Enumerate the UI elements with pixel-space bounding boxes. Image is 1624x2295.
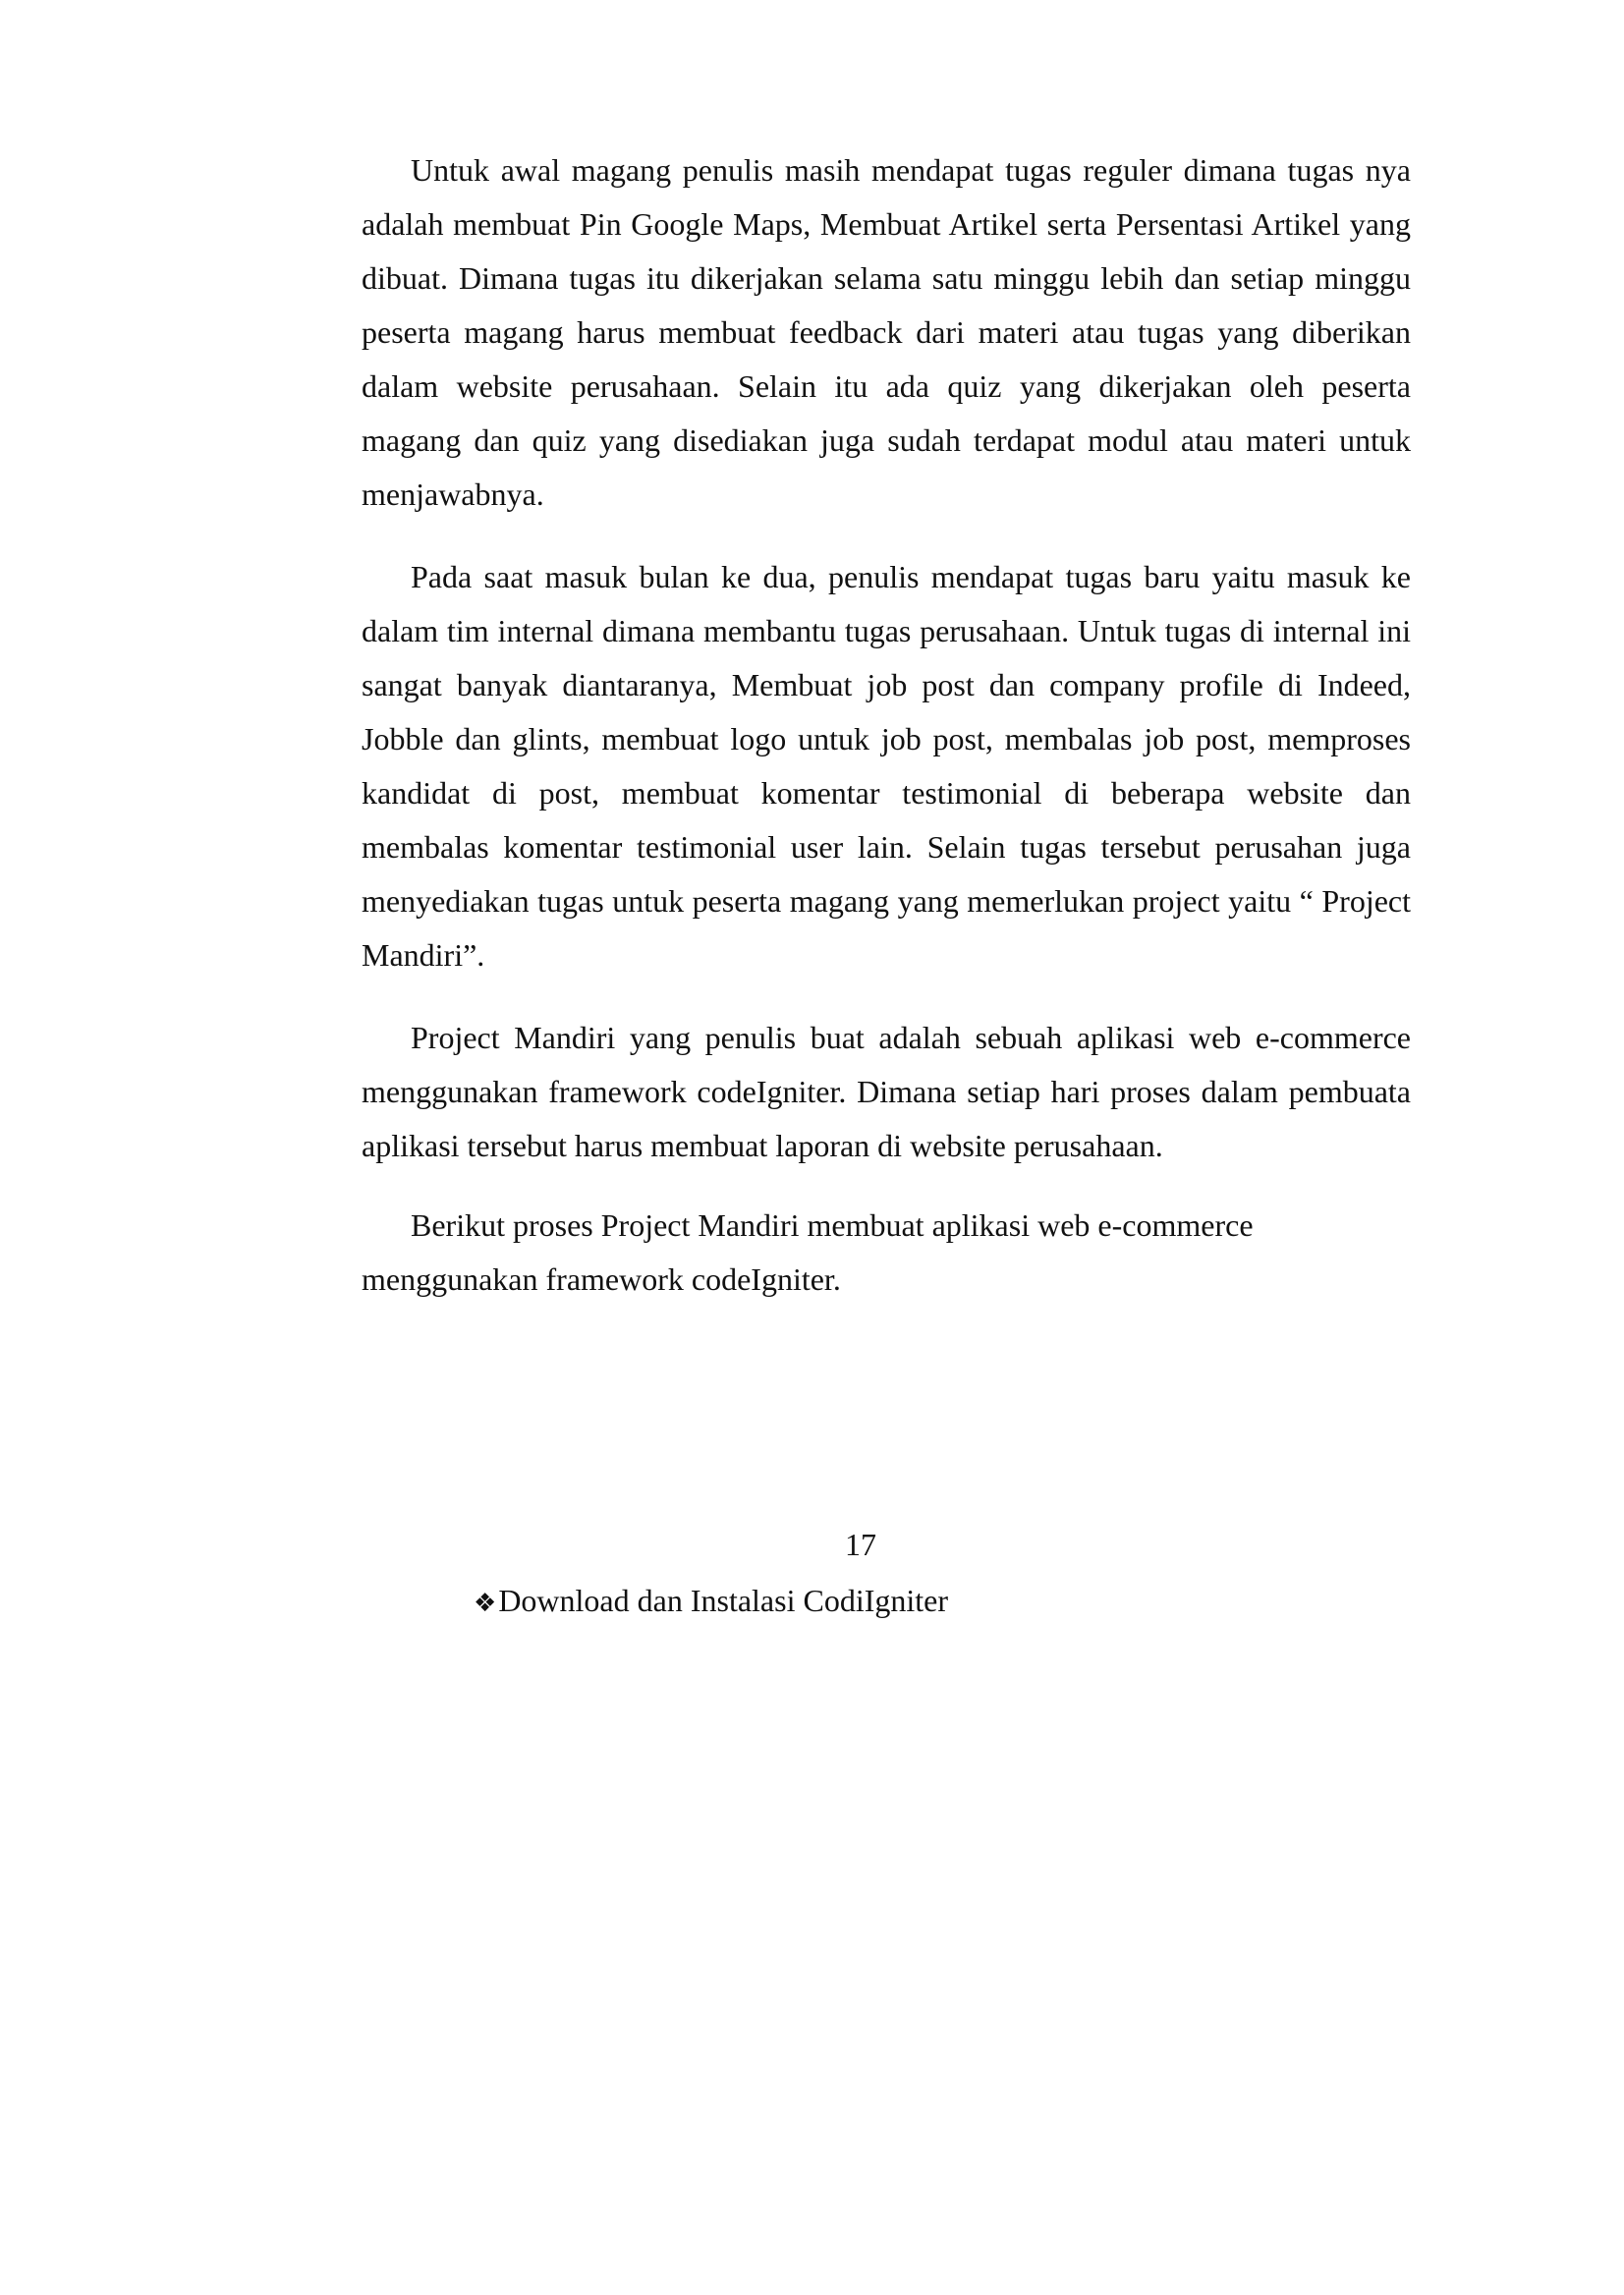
bullet-item-text: Download dan Instalasi CodiIgniter (498, 1583, 948, 1618)
bullet-item-download-install (474, 1577, 948, 1627)
paragraph-project-mandiri: Project Mandiri yang penulis buat adalah sebuah aplikasi web e-commerce menggunakan framework codeIgniter. Dimana setiap hari proses dalam pembuata aplikasi tersebut harus membuat laporan di website perusahaan. (362, 1020, 1411, 1163)
paragraph-process-intro: Berikut proses Project Mandiri membuat aplikasi web e-commerce menggunakan framework codeIgniter. (362, 1207, 1254, 1297)
page-number: 17 (845, 1527, 876, 1562)
paragraph-internal-team-tasks: Pada saat masuk bulan ke dua, penulis mendapat tugas baru yaitu masuk ke dalam tim internal dimana membantu tugas perusahaan. Untuk tugas di internal ini sangat banyak diantaranya, Membuat job post dan company profile di Indeed, Jobble dan glints, membuat logo untuk job post, membalas job post, memproses kandidat di post, membuat komentar testimonial di beberapa website dan membalas komentar testimonial user lain. Selain tugas tersebut perusahan juga menyediakan tugas untuk peserta magang yang memerlukan project yaitu “ Project Mandiri”. (362, 559, 1411, 973)
paragraph-regular-tasks: Untuk awal magang penulis masih mendapat tugas reguler dimana tugas nya adalah membuat Pin Google Maps, Membuat Artikel serta Persentasi Artikel yang dibuat. Dimana tugas itu dikerjakan selama satu minggu lebih dan setiap minggu peserta magang harus membuat feedback dari materi atau tugas yang diberikan dalam website perusahaan. Selain itu ada quiz yang dikerjakan oleh peserta magang dan quiz yang disediakan juga sudah terdapat modul atau materi untuk menjawabnya. (362, 152, 1411, 512)
diamond-bullet-icon: ❖ (474, 1589, 497, 1618)
